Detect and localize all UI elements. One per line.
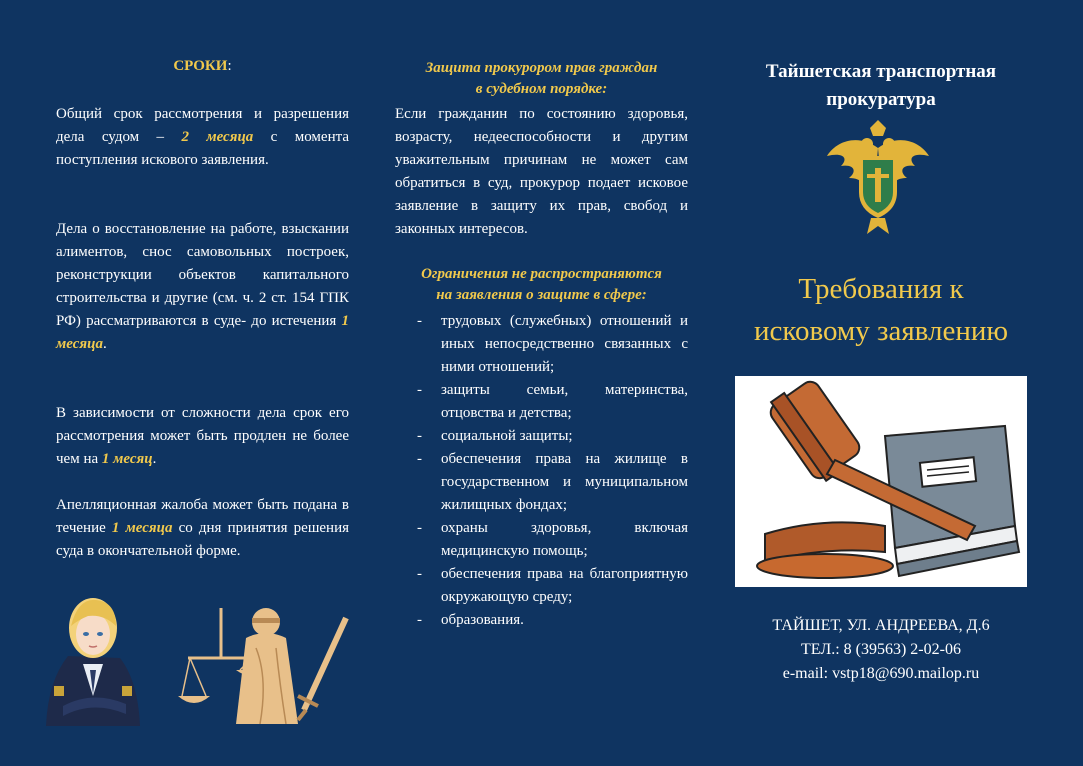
document-title: Требования к исковому заявлению	[753, 273, 1009, 347]
restrictions-heading: Ограничения не распространяются на заявления о защите в сфере:	[421, 266, 662, 303]
themis-justice-illustration	[176, 598, 366, 724]
protection-heading: Защита прокурором прав граждан в судебном порядке:	[425, 60, 658, 97]
address: ТАЙШЕТ, УЛ. АНДРЕЕВА, Д.6	[772, 617, 990, 634]
list-item: - трудовых (служебных) отношений и иных непосредственно связанных с ними отношений;	[417, 310, 688, 379]
email[interactable]: e-mail: vstp18@690.mailop.ru	[782, 665, 980, 682]
prosecutor-girl-illustration	[38, 586, 148, 726]
terms-paragraph-4: Апелляционная жалоба может быть подана в течение 1 месяца со дня принятия решения суда в окончательной форме.	[56, 497, 349, 559]
gavel-and-book-image	[735, 376, 1027, 587]
list-item: - защиты семьи, материнства, отцовства и детства;	[417, 379, 688, 425]
organization-name: Тайшетская транспортная прокуратура	[765, 61, 997, 110]
phone: ТЕЛ.: 8 (39563) 2-02-06	[801, 641, 961, 658]
terms-title: СРОКИ:	[173, 58, 232, 74]
prosecutor-emblem-icon	[823, 118, 933, 238]
terms-paragraph-1: Общий срок рассмотрения и разрешения дела судом – 2 месяца с момента поступления искового заявления.	[56, 106, 349, 168]
list-item: - охраны здоровья, включая медицинскую помощь;	[417, 517, 688, 563]
restrictions-list	[417, 310, 688, 632]
terms-paragraph-3: В зависимости от сложности дела срок его рассмотрения может быть продлен не более чем на 1 месяц.	[56, 405, 349, 467]
contact-info	[733, 614, 1029, 686]
terms-paragraph-2: Дела о восстановление на работе, взыскании алиментов, снос самовольных построек, реконструкции объектов капитального строительства и другие (см. ч. 2 ст. 154 ГПК РФ) рассматриваются в суде- до истечения 1 месяца.	[56, 221, 349, 352]
list-item: - обеспечения права на благоприятную окружающую среду;	[417, 563, 688, 609]
list-item: - образования.	[417, 609, 688, 632]
list-item: - социальной защиты;	[417, 425, 688, 448]
protection-paragraph: Если гражданин по состоянию здоровья, возрасту, недееспособности и другим уважительным причинам не может сам обратиться в суд, прокурор подает исковое заявление в защиту их прав, свобод и законных интересов.	[395, 106, 688, 237]
list-item: - обеспечения права на жилище в государственном и муниципальном жилищных фондах;	[417, 448, 688, 517]
